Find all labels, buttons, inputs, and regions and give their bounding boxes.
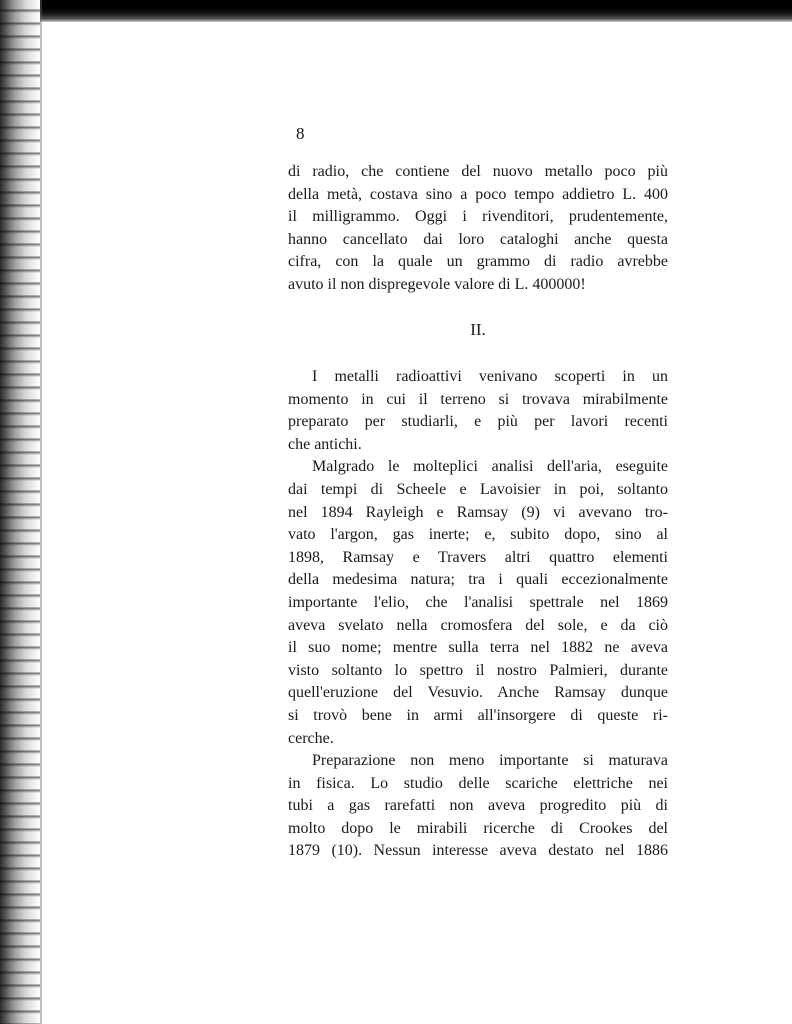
text-line: tubi a gas rarefatti non aveva progredito più di xyxy=(288,797,668,815)
text-line: nel 1894 Rayleigh e Ramsay (9) vi avevano tro- xyxy=(288,503,668,521)
scan-top-border xyxy=(0,0,792,22)
section-body xyxy=(288,366,668,863)
text-line: momento in cui il terreno si trovava mirabilmente xyxy=(288,390,668,408)
text-line: il suo nome; mentre sulla terra nel 1882 ne aveva xyxy=(288,639,668,657)
text-line: dai tempi di Scheele e Lavoisier in poi, soltanto xyxy=(288,480,668,498)
paragraph-continued xyxy=(288,161,668,297)
text-line: I metalli radioattivi venivano scoperti in un xyxy=(312,368,668,385)
binding-line xyxy=(40,0,42,1024)
text-line: della medesima natura; tra i quali eccezionalmente xyxy=(288,571,668,589)
text-line: 1898, Ramsay e Travers altri quattro elementi xyxy=(288,548,668,566)
text-line: avuto il non dispregevole valore di L. 400000! xyxy=(288,275,586,293)
text-line: in fisica. Lo studio delle scariche elettriche nei xyxy=(288,774,668,792)
text-line: cerche. xyxy=(288,729,334,747)
text-line: quell'eruzione del Vesuvio. Anche Ramsay dunque xyxy=(288,684,668,702)
scan-left-edge xyxy=(0,0,40,1024)
text-line: Preparazione non meno importante si maturava xyxy=(312,752,668,770)
page-number: 8 xyxy=(296,124,305,143)
text-line: Malgrado le molteplici analisi dell'aria, eseguite xyxy=(312,458,668,476)
text-line: cifra, con la quale un grammo di radio avrebbe xyxy=(288,253,668,271)
text-line: 1879 (10). Nessun interesse aveva destato nel 1886 xyxy=(288,842,668,860)
text-line: importante l'elio, che l'analisi spettrale nel 1869 xyxy=(288,593,668,611)
text-line: di radio, che contiene del nuovo metallo poco più xyxy=(288,163,668,180)
text-line: aveva svelato nella cromosfera del sole, e da ciò xyxy=(288,616,668,634)
text-line: che antichi. xyxy=(288,435,362,453)
text-line: hanno cancellato dai loro cataloghi anche questa xyxy=(288,230,668,248)
text-line: preparato per studiarli, e più per lavori recenti xyxy=(288,413,668,431)
section-heading: II. xyxy=(470,320,486,339)
text-line: molto dopo le mirabili ricerche di Crookes del xyxy=(288,819,668,837)
text-line: si trovò bene in armi all'insorgere di queste ri- xyxy=(288,706,668,724)
text-line: vato l'argon, gas inerte; e, subito dopo, sino al xyxy=(288,526,668,544)
text-line: visto soltanto lo spettro il nostro Palmieri, durante xyxy=(288,661,668,679)
text-line: il milligrammo. Oggi i rivenditori, prudentemente, xyxy=(288,208,668,226)
text-line: della metà, costava sino a poco tempo addietro L. 400 xyxy=(288,185,668,203)
